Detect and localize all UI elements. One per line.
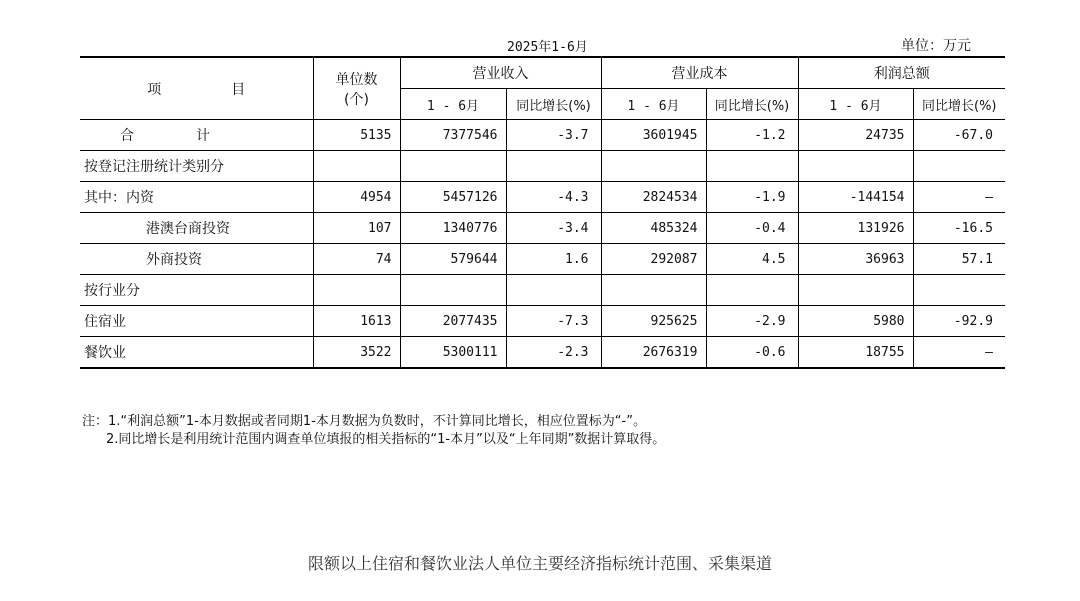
subheader-profit-yoy: 同比增长(%) bbox=[913, 89, 1005, 120]
cell-revenue: 7377546 bbox=[400, 120, 506, 151]
cell-cost-yoy: -1.2 bbox=[706, 120, 798, 151]
cell-units: 4954 bbox=[313, 182, 400, 213]
row-label: 合 计 bbox=[80, 120, 313, 151]
cell-revenue-yoy: -2.3 bbox=[506, 337, 601, 369]
cell-revenue: 5457126 bbox=[400, 182, 506, 213]
cell-revenue: 1340776 bbox=[400, 213, 506, 244]
cell-profit: 24735 bbox=[798, 120, 913, 151]
table-row bbox=[80, 213, 1005, 244]
header-units bbox=[313, 57, 400, 120]
cell-revenue bbox=[400, 275, 506, 306]
section-caption: 限额以上住宿和餐饮业法人单位主要经济指标统计范围、采集渠道 bbox=[307, 554, 772, 573]
subheader-rev-month: 1 - 6月 bbox=[400, 89, 506, 120]
subheader-cost-month: 1 - 6月 bbox=[601, 89, 706, 120]
cell-revenue-yoy: -3.7 bbox=[506, 120, 601, 151]
cell-units: 74 bbox=[313, 244, 400, 275]
header-units-label: 单位数 bbox=[335, 71, 378, 88]
unit-label: 单位：万元 bbox=[901, 38, 971, 54]
cell-cost-yoy bbox=[706, 151, 798, 182]
cell-profit-yoy: -92.9 bbox=[913, 306, 1005, 337]
cell-units: 5135 bbox=[313, 120, 400, 151]
cell-profit bbox=[798, 151, 913, 182]
row-label: 港澳台商投资 bbox=[80, 213, 313, 244]
cell-profit-yoy bbox=[913, 151, 1005, 182]
cell-revenue bbox=[400, 151, 506, 182]
cell-profit-yoy: — bbox=[913, 182, 1005, 213]
row-label: 住宿业 bbox=[80, 306, 313, 337]
cell-profit: 131926 bbox=[798, 213, 913, 244]
cell-units: 107 bbox=[313, 213, 400, 244]
row-label: 餐饮业 bbox=[80, 337, 313, 369]
footnote-2: 2.同比增长是利用统计范围内调查单位填报的相关指标的“1-本月”以及“上年同期”数据计算取得。 bbox=[106, 432, 666, 447]
cell-cost bbox=[601, 275, 706, 306]
header-item: 项 目 bbox=[80, 57, 313, 120]
cell-revenue: 579644 bbox=[400, 244, 506, 275]
header-units-sub: (个) bbox=[344, 91, 369, 108]
cell-revenue-yoy: -3.4 bbox=[506, 213, 601, 244]
row-label: 按登记注册统计类别分 bbox=[80, 151, 313, 182]
cell-profit bbox=[798, 275, 913, 306]
cell-cost-yoy: -1.9 bbox=[706, 182, 798, 213]
header-cost: 营业成本 bbox=[601, 57, 798, 89]
cell-profit: -144154 bbox=[798, 182, 913, 213]
footnotes bbox=[82, 413, 665, 449]
cell-cost bbox=[601, 151, 706, 182]
cell-cost: 2824534 bbox=[601, 182, 706, 213]
cell-revenue-yoy bbox=[506, 151, 601, 182]
cell-revenue-yoy: -7.3 bbox=[506, 306, 601, 337]
cell-revenue-yoy bbox=[506, 275, 601, 306]
row-label: 按行业分 bbox=[80, 275, 313, 306]
cell-units bbox=[313, 151, 400, 182]
header-row bbox=[80, 57, 1005, 89]
table-row-section bbox=[80, 151, 1005, 182]
header-revenue: 营业收入 bbox=[400, 57, 601, 89]
table-row-section bbox=[80, 275, 1005, 306]
cell-revenue-yoy: 1.6 bbox=[506, 244, 601, 275]
cell-cost: 3601945 bbox=[601, 120, 706, 151]
cell-revenue: 2077435 bbox=[400, 306, 506, 337]
table-row-total bbox=[80, 120, 1005, 151]
cell-units: 3522 bbox=[313, 337, 400, 369]
subheader-cost-yoy: 同比增长(%) bbox=[706, 89, 798, 120]
cell-cost: 925625 bbox=[601, 306, 706, 337]
table-row bbox=[80, 182, 1005, 213]
cell-profit: 5980 bbox=[798, 306, 913, 337]
table-row bbox=[80, 306, 1005, 337]
footnote-1: 注：1.“利润总额”1-本月数据或者同期1-本月数据为负数时，不计算同比增长，相应位置标为“-”。 bbox=[82, 414, 646, 429]
cell-cost-yoy: -0.4 bbox=[706, 213, 798, 244]
row-label: 其中：内资 bbox=[80, 182, 313, 213]
cell-revenue-yoy: -4.3 bbox=[506, 182, 601, 213]
cell-profit-yoy: — bbox=[913, 337, 1005, 369]
cell-cost: 2676319 bbox=[601, 337, 706, 369]
row-label: 外商投资 bbox=[80, 244, 313, 275]
cell-units bbox=[313, 275, 400, 306]
table-row bbox=[80, 244, 1005, 275]
cell-profit-yoy: -16.5 bbox=[913, 213, 1005, 244]
cell-cost-yoy bbox=[706, 275, 798, 306]
cell-cost-yoy: -2.9 bbox=[706, 306, 798, 337]
cell-revenue: 5300111 bbox=[400, 337, 506, 369]
cell-cost: 292087 bbox=[601, 244, 706, 275]
cell-profit: 36963 bbox=[798, 244, 913, 275]
subheader-profit-month: 1 - 6月 bbox=[798, 89, 913, 120]
cell-profit-yoy: -67.0 bbox=[913, 120, 1005, 151]
subheader-rev-yoy: 同比增长(%) bbox=[506, 89, 601, 120]
indicator-table bbox=[80, 56, 1005, 369]
cell-cost: 485324 bbox=[601, 213, 706, 244]
cell-units: 1613 bbox=[313, 306, 400, 337]
table-row bbox=[80, 337, 1005, 369]
cell-cost-yoy: -0.6 bbox=[706, 337, 798, 369]
header-profit: 利润总额 bbox=[798, 57, 1005, 89]
cell-profit-yoy bbox=[913, 275, 1005, 306]
cell-cost-yoy: 4.5 bbox=[706, 244, 798, 275]
report-period: 2025年1-6月 bbox=[507, 40, 588, 55]
cell-profit-yoy: 57.1 bbox=[913, 244, 1005, 275]
cell-profit: 18755 bbox=[798, 337, 913, 369]
